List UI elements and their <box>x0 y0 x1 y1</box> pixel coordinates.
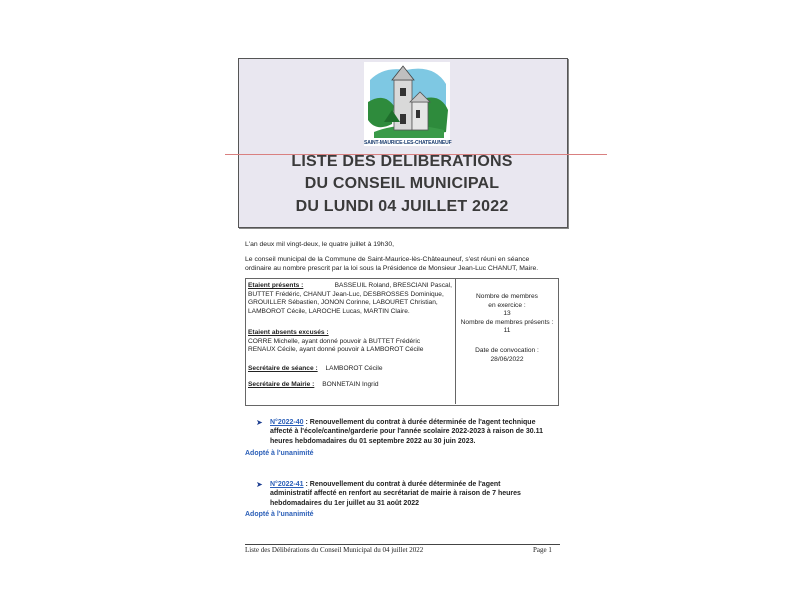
absent-line: RENAUX Cécile, ayant donné pouvoir à LAMBOROT Cécile <box>248 346 424 354</box>
secretary-session-label: Secrétaire de séance : <box>248 365 318 372</box>
deliberation-text: hebdomadaires du 1er juillet au 31 août 2022 <box>270 499 419 507</box>
intro-text-1: Le conseil municipal de la Commune de Saint-Maurice-lès-Châteauneuf, s'est réuni en séance <box>245 256 530 263</box>
intro-date: L'an deux mil vingt-deux, le quatre juillet à 19h30, <box>245 241 395 248</box>
members-in-office-label-2: en exercice : <box>488 301 526 309</box>
intro-text-2: ordinaire au nombre prescrit par la loi sous la Présidence de Monsieur Jean-Luc CHANUT, Maire. <box>245 265 539 272</box>
attendance-divider <box>455 278 456 404</box>
secretary-mairie-label: Secrétaire de Mairie : <box>248 381 315 388</box>
deliberation-text: heures hebdomadaires du 01 septembre 2022 au 30 juin 2023. <box>270 437 476 445</box>
deliberation-ref[interactable]: N°2022-40 <box>270 419 304 426</box>
convocation-date: 28/06/2022 <box>490 355 524 363</box>
secretary-session-value: LAMBOROT Cécile <box>325 365 383 372</box>
secretary-mairie <box>248 381 379 390</box>
present-line: GROUILLER Sébastien, JONON Corinne, LABOURET Christian, <box>248 299 438 307</box>
arrow-bullet-icon: ➤ <box>256 480 263 489</box>
absent-members <box>248 329 452 355</box>
present-line: LAMBOROT Cécile, LAROCHE Lucas, MARTIN Claire. <box>248 307 410 315</box>
document-title-line-2: DU CONSEIL MUNICIPAL <box>304 175 500 192</box>
deliberation-text: administratif affecté en renfort au secrétariat de mairie à raison de 7 heures <box>270 490 521 498</box>
members-present-count: 11 <box>503 327 511 335</box>
arrow-bullet-icon: ➤ <box>256 418 263 427</box>
adoption-status: Adopté à l'unanimité <box>245 450 314 457</box>
deliberation-text: : Renouvellement du contrat à durée déterminée de l'agent technique <box>303 419 536 426</box>
absent-label: Etaient absents excusés : <box>248 329 329 336</box>
secretary-session <box>248 365 383 374</box>
deliberation-item <box>270 480 558 508</box>
footer-rule <box>245 544 560 545</box>
present-line: BUTTET Frédéric, CHANUT Jean-Luc, DESBROSSES Dominique, <box>248 290 444 298</box>
document-title-line-1: LISTE DES DELIBERATIONS <box>291 153 513 170</box>
present-label: Etaient présents : <box>248 282 304 289</box>
deliberation-text: : Renouvellement du contrat à durée déterminée de l'agent <box>303 481 501 488</box>
deliberation-text: affecté à l'école/cantine/garderie pour l'année scolaire 2022-2023 à raison de 30.11 <box>270 428 543 436</box>
members-in-office-label: Nombre de membres <box>476 293 538 300</box>
present-members <box>248 282 452 316</box>
deliberation-item <box>270 418 558 446</box>
convocation-block <box>457 347 557 364</box>
members-in-office-count: 13 <box>503 310 511 318</box>
members-in-office-block <box>457 293 557 336</box>
logo-caption: SAINT-MAURICE-LES-CHATEAUNEUF <box>364 140 452 146</box>
secretary-mairie-value: BONNETAIN Ingrid <box>322 381 379 388</box>
page-number: Page 1 <box>533 546 552 554</box>
document-title-line-3: DU LUNDI 04 JUILLET 2022 <box>295 198 509 215</box>
deliberation-ref[interactable]: N°2022-41 <box>270 481 304 488</box>
present-line: BASSEUIL Roland, BRESCIANI Pascal, <box>334 282 452 289</box>
municipality-logo <box>364 62 450 146</box>
absent-line: CORRE Michelle, ayant donné pouvoir à BUTTET Frédéric <box>248 337 421 345</box>
adoption-status: Adopté à l'unanimité <box>245 511 314 518</box>
footer-title: Liste des Délibérations du Conseil Municipal du 04 juillet 2022 <box>245 546 424 554</box>
church-logo-icon <box>364 62 450 138</box>
convocation-label: Date de convocation : <box>475 347 539 354</box>
members-present-label: Nombre de membres présents : <box>460 318 554 326</box>
